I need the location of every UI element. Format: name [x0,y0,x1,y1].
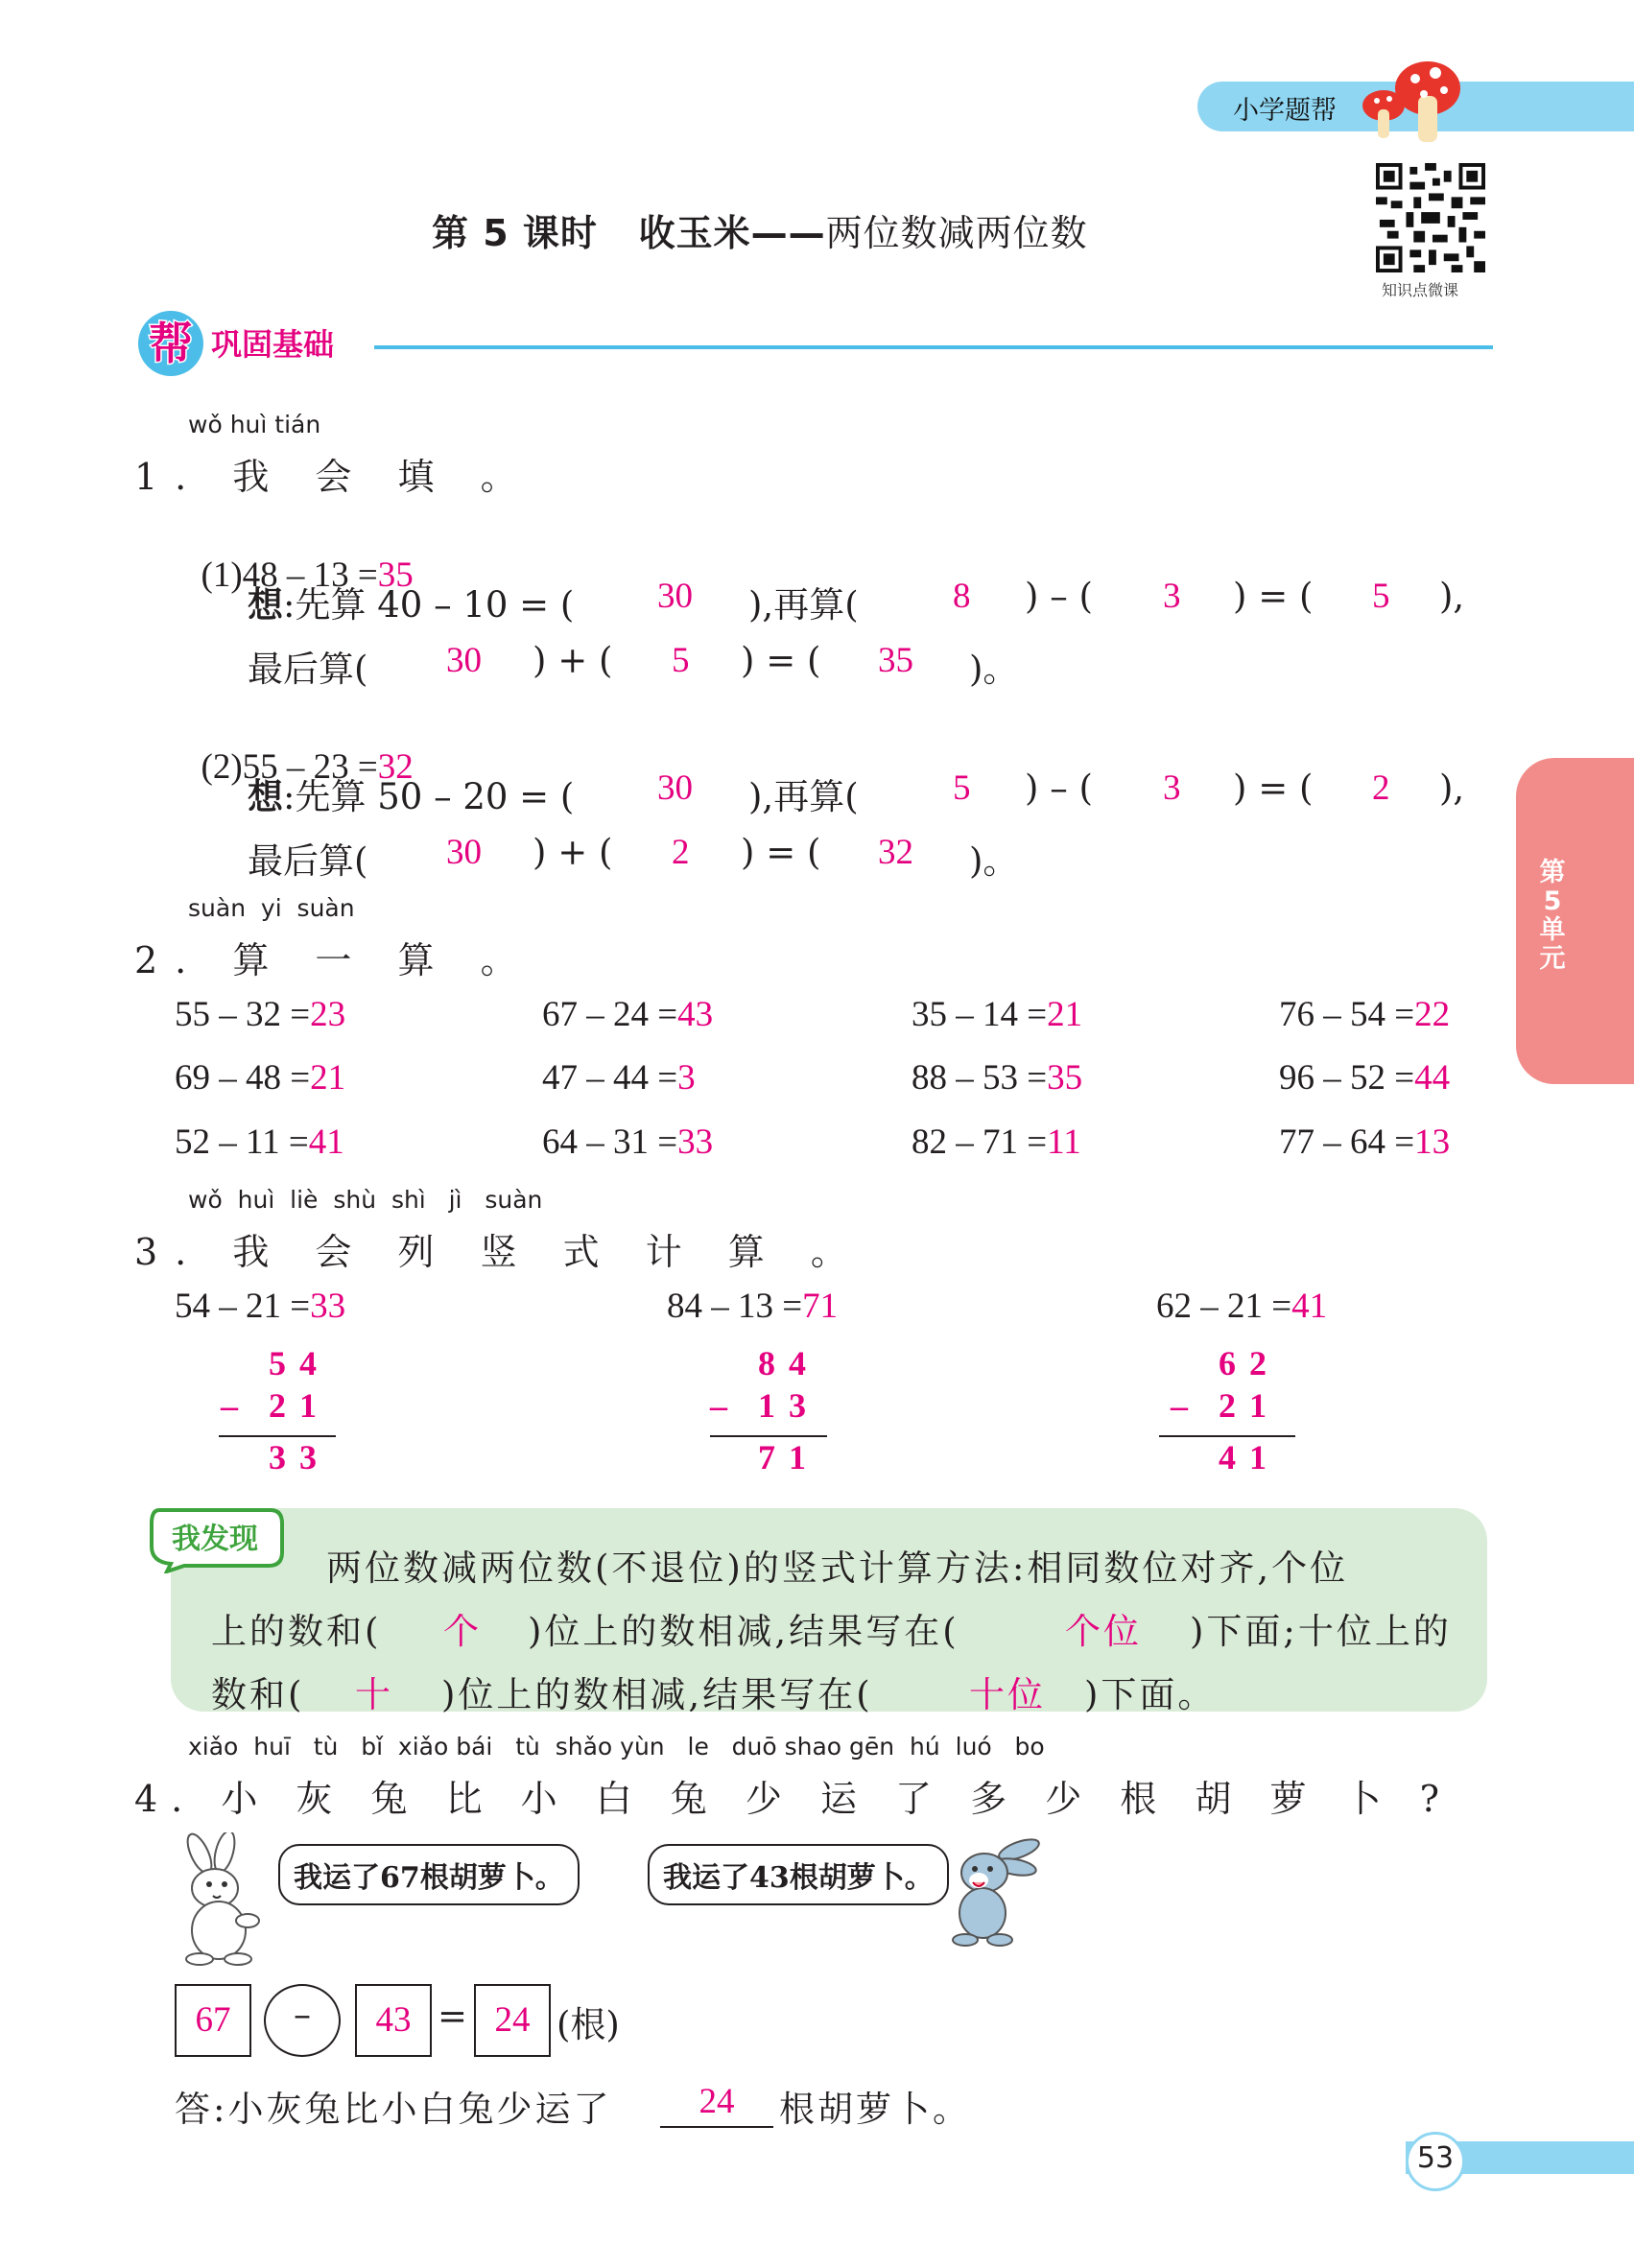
vertical-result[interactable]: 71 [758,1438,819,1477]
vertical-bottom: 21 [1219,1386,1280,1425]
q1-p2-text-c: ) – ( [1025,768,1093,809]
section-badge-big: 帮 [149,318,193,369]
discover-badge [146,1502,285,1573]
vertical-result[interactable]: 41 [1219,1438,1280,1477]
answer-prefix: 答:小灰兔比小白兔少运了 [175,2089,612,2130]
q2-answer[interactable]: 33 [677,1122,714,1162]
q3-answer[interactable]: 41 [1291,1287,1328,1326]
q1-p1-text-l2c: ) = ( [741,640,821,681]
mushroom-icon [1353,56,1466,144]
q3-title: 3. 我 会 列 竖 式 计 算 。 [134,1231,864,1273]
q1-p2-text-e: ), [1439,768,1465,809]
discover-text-3b: )位上的数相减,结果写在( [441,1674,873,1715]
q2-answer[interactable]: 44 [1414,1058,1451,1098]
vertical-bottom: 13 [758,1386,819,1425]
q2-answer[interactable]: 13 [1414,1122,1451,1162]
lesson-prefix: 第 5 课时 [432,212,598,254]
speech-bubble-white-rabbit: 我运了67根胡萝卜。 [278,1844,580,1905]
white-rabbit-icon [171,1832,272,1967]
q1-p2-text-d: ) = ( [1233,768,1314,809]
answer-blank[interactable]: 24 [660,2080,773,2128]
q1-p2-expr: (2)55 – 23 =32 [201,747,414,787]
qr-code-icon[interactable] [1374,163,1487,272]
discover-text-2b: )位上的数相减,结果写在( [528,1611,959,1652]
q2-item: 47 – 44 =3 [542,1058,696,1098]
discover-text-2a: 上的数和( [211,1611,382,1652]
q2-answer[interactable]: 21 [310,1058,346,1098]
q1-p2-text-b: ),再算( [748,776,859,817]
page-number: 53 [1416,2141,1455,2175]
q1-p2-blank-1[interactable]: 30 [657,768,693,808]
q2-pinyin: suàn yi suàn [188,894,355,922]
q2-item: 76 – 54 =22 [1279,995,1451,1034]
q1-p2-blank-2[interactable]: 5 [953,768,971,808]
q1-p2-blank-6[interactable]: 2 [672,833,690,872]
q1-p2-text-l2c: ) = ( [741,832,821,873]
q1-p2-answer[interactable]: 32 [377,747,414,787]
q2-item: 69 – 48 =21 [175,1058,346,1098]
answer-box-2[interactable]: 43 [355,1984,432,2057]
q3-item-3: 62 – 21 =41 [1156,1287,1328,1326]
section-badge-text: 巩固基础 [211,326,335,363]
q2-answer[interactable]: 35 [1047,1058,1083,1098]
q2-answer[interactable]: 22 [1414,995,1451,1034]
lesson-subtitle: 两位数减两位数 [825,212,1088,254]
q2-item: 77 – 64 =13 [1279,1122,1451,1162]
q1-p2-text-l2a: 最后算( [248,840,368,882]
q1-p2-think-line1: 想:先算 50 – 20 = ( [248,775,575,817]
q3-answer[interactable]: 33 [310,1287,346,1326]
q2-item: 96 – 52 =44 [1279,1058,1451,1098]
discover-blank-4[interactable]: 十位 [969,1674,1046,1715]
q1-p1-blank-4[interactable]: 5 [1372,577,1390,616]
q1-p1-expr: (1)48 – 13 =35 [201,555,414,595]
q1-title: 1. 我 会 填 。 [134,456,534,498]
discover-blank-2[interactable]: 个位 [1065,1611,1142,1652]
q1-p2-blank-4[interactable]: 2 [1372,768,1390,808]
q1-p2-blank-3[interactable]: 3 [1163,768,1181,808]
equals-sign: = [438,1996,468,2037]
q2-answer[interactable]: 23 [310,995,346,1034]
q1-p1-blank-3[interactable]: 3 [1163,577,1181,616]
q1-p1-text-e: ), [1439,576,1465,617]
unit-tab-label: 第5单元 [1539,858,1566,974]
vertical-top: 62 [1219,1344,1280,1382]
speech-bubble-grey-rabbit: 我运了43根胡萝卜。 [648,1844,949,1905]
discover-blank-3[interactable]: 十 [355,1674,393,1715]
q3-pinyin: wǒ huì liè shù shì jì suàn [188,1186,543,1214]
q2-item: 52 – 11 =41 [175,1122,344,1162]
operator-circle[interactable]: – [264,1984,341,2057]
q1-p1-text-d: ) = ( [1233,576,1314,617]
q1-p2-blank-7[interactable]: 32 [878,833,913,872]
lesson-title [432,203,1088,256]
q2-item: 64 – 31 =33 [542,1122,714,1162]
discover-blank-1[interactable]: 个 [443,1611,482,1652]
q2-item: 82 – 71 =11 [912,1122,1081,1162]
discover-text-2c: )下面;十位上的 [1190,1611,1452,1652]
vertical-top: 84 [758,1344,819,1382]
q2-item: 55 – 32 =23 [175,995,346,1034]
vertical-minus: – [1171,1386,1201,1425]
discover-line-1: 两位数减两位数(不退位)的竖式计算方法:相同数位对齐,个位 [326,1547,1349,1589]
answer-box-1[interactable]: 67 [175,1984,251,2057]
q1-p1-text-c: ) – ( [1025,576,1093,617]
q1-pinyin: wǒ huì tián [188,411,321,438]
lesson-name: 收玉米—— [638,212,826,254]
unit-label: (根) [557,2004,620,2045]
q3-item-2: 84 – 13 =71 [667,1287,839,1326]
q2-answer[interactable]: 41 [308,1122,344,1162]
answer-box-3[interactable]: 24 [474,1984,551,2057]
q1-p1-text-l2a: 最后算( [248,649,368,690]
q1-p1-text-l2d: )。 [969,649,1019,690]
vertical-minus: – [710,1386,741,1425]
vertical-minus: – [221,1386,251,1425]
q2-item: 67 – 24 =43 [542,995,714,1034]
vertical-result[interactable]: 33 [269,1438,330,1477]
vertical-bottom: 21 [269,1386,330,1425]
q2-answer[interactable]: 11 [1047,1122,1081,1162]
q1-p1-answer[interactable]: 35 [377,555,414,595]
discover-text-3c: )下面。 [1084,1674,1217,1715]
q1-p2-blank-5[interactable]: 30 [446,833,482,872]
brand-text: 小学题帮 [1233,96,1337,126]
qr-caption: 知识点微课 [1382,281,1459,299]
q1-p1-blank-1[interactable]: 30 [657,577,693,616]
answer-suffix: 根胡萝卜。 [779,2089,971,2130]
discover-badge-text: 我发现 [172,1523,258,1556]
q4-pinyin: xiǎo huī tù bǐ xiǎo bái tù shǎo yùn le duō shao gēn hú luó bo [188,1733,1045,1760]
q3-answer[interactable]: 71 [802,1287,839,1326]
q2-title: 2. 算 一 算 。 [134,939,534,981]
grey-rabbit-icon [931,1823,1046,1948]
q1-p1-blank-2[interactable]: 8 [953,577,971,616]
q2-answer[interactable]: 21 [1047,995,1083,1034]
q1-p2-text-l2b: ) + ( [533,832,613,873]
q2-answer[interactable]: 3 [677,1058,696,1098]
q1-p1-blank-5[interactable]: 30 [446,641,482,680]
q1-p1-blank-7[interactable]: 35 [878,641,913,680]
q1-p1-blank-6[interactable]: 5 [672,641,690,680]
section-rule [374,345,1493,349]
q2-item: 35 – 14 =21 [912,995,1083,1034]
q1-p1-text-b: ),再算( [748,584,859,626]
q2-answer[interactable]: 43 [677,995,714,1034]
q1-p2-text-l2d: )。 [969,840,1019,882]
section-badge [134,305,374,382]
q4-title: 4. 小 灰 兔 比 小 白 兔 少 运 了 多 少 根 胡 萝 卜 ? [134,1778,1453,1820]
q2-item: 88 – 53 =35 [912,1058,1083,1098]
q1-p1-think-line1: 想:先算 40 – 10 = ( [248,583,575,626]
discover-text-3a: 数和( [211,1674,305,1715]
q1-p1-text-l2b: ) + ( [533,640,613,681]
q3-item-1: 54 – 21 =33 [175,1287,346,1326]
vertical-top: 54 [269,1344,330,1382]
